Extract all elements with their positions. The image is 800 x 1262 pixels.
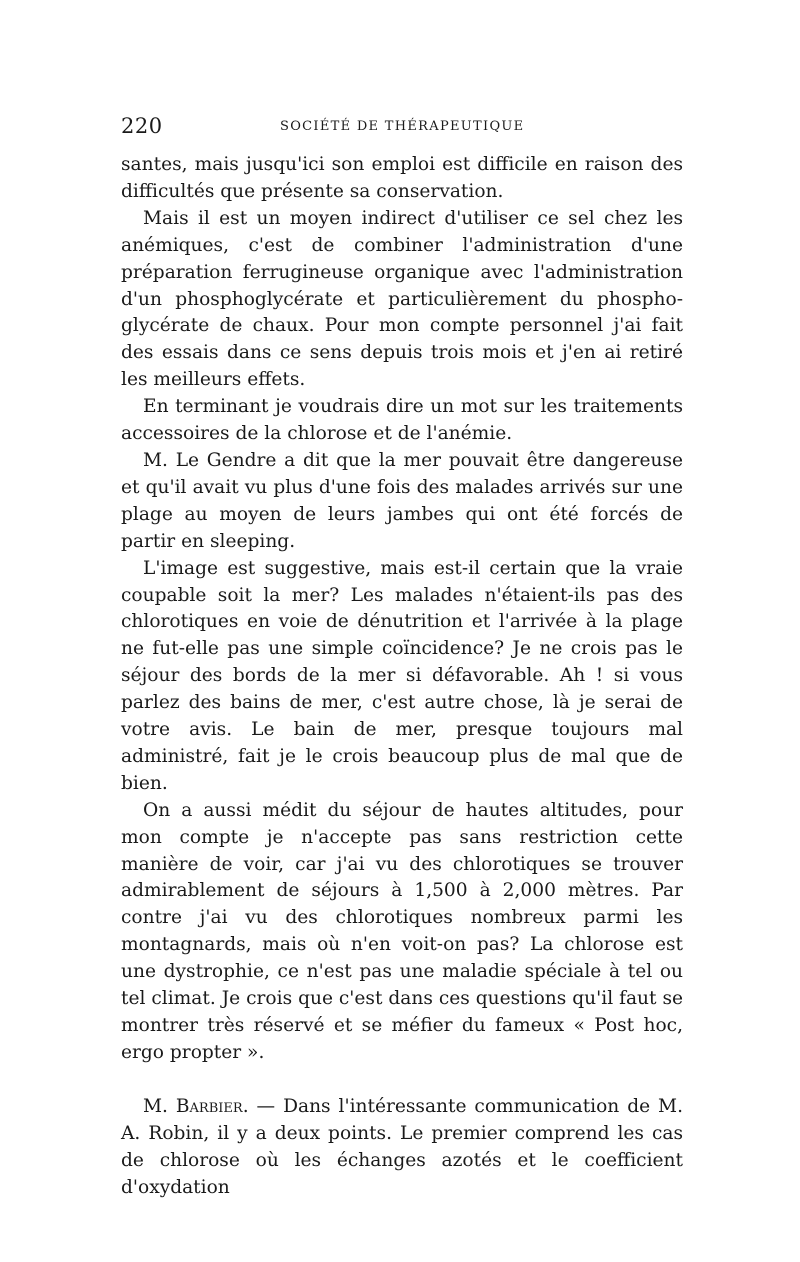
page-number: 220: [121, 114, 163, 138]
speaker-text: — Dans l'intéressante communication de M. A. Robin, il y a deux points. Le premier comprend les cas de chlorose où les échanges azotés et le coefficient d'oxydation: [121, 1095, 684, 1198]
body-text: [121, 152, 683, 1201]
page-header: [121, 114, 683, 144]
paragraph: On a aussi médit du séjour de hautes altitudes, pour mon compte je n'accepte pas sans restriction cette manière de voir, car j'ai vu des chlorotiques se trouver admirablement de séjours à 1,500 à 2,000 mètres. Par contre j'ai vu des chlorotiques nombreux parmi les montagnards, mais où n'en voit-on pas? La chlorose est une dystrophie, ce n'est pas une maladie spéciale à tel ou tel climat. Je crois que c'est dans ces questions qu'il faut se montrer très réservé et se méfier du fameux « Post hoc, ergo propter ».: [121, 799, 683, 1063]
running-title: SOCIÉTÉ DE THÉRAPEUTIQUE: [280, 119, 525, 134]
paragraph: Mais il est un moyen indirect d'utiliser ce sel chez les anémiques, c'est de combiner l'administration d'une préparation ferrugineuse organique avec l'administration d'un phosphoglycérate et particulièrement du phospho-glycérate de chaux. Pour mon compte personnel j'ai fait des essais dans ce sens depuis trois mois et j'en ai retiré les meilleurs effets.: [121, 207, 683, 391]
paragraph: En terminant je voudrais dire un mot sur les traitements accessoires de la chlorose et de l'anémie.: [121, 396, 683, 445]
speaker-paragraph: [121, 1094, 683, 1202]
speaker-name: M. Barbier.: [143, 1095, 249, 1117]
paragraph: M. Le Gendre a dit que la mer pouvait être dangereuse et qu'il avait vu plus d'une fois des malades arrivés sur une plage au moyen de leurs jambes qui ont été forcés de partir en sleeping.: [121, 449, 683, 552]
paragraph-continuation: santes, mais jusqu'ici son emploi est difficile en raison des difficultés que présente sa conservation.: [121, 154, 683, 202]
paragraph: L'image est suggestive, mais est-il certain que la vraie coupable soit la mer? Les malades n'étaient-ils pas des chlorotiques en voie de dénutrition et l'arrivée à la plage ne fut-elle pas une simple coïncidence? Je ne crois pas le séjour des bords de la mer si défavorable. Ah ! si vous parlez des bains de mer, c'est autre chose, là je serai de votre avis. Le bain de mer, presque toujours mal administré, fait je le crois beaucoup plus de mal que de bien.: [121, 557, 683, 794]
